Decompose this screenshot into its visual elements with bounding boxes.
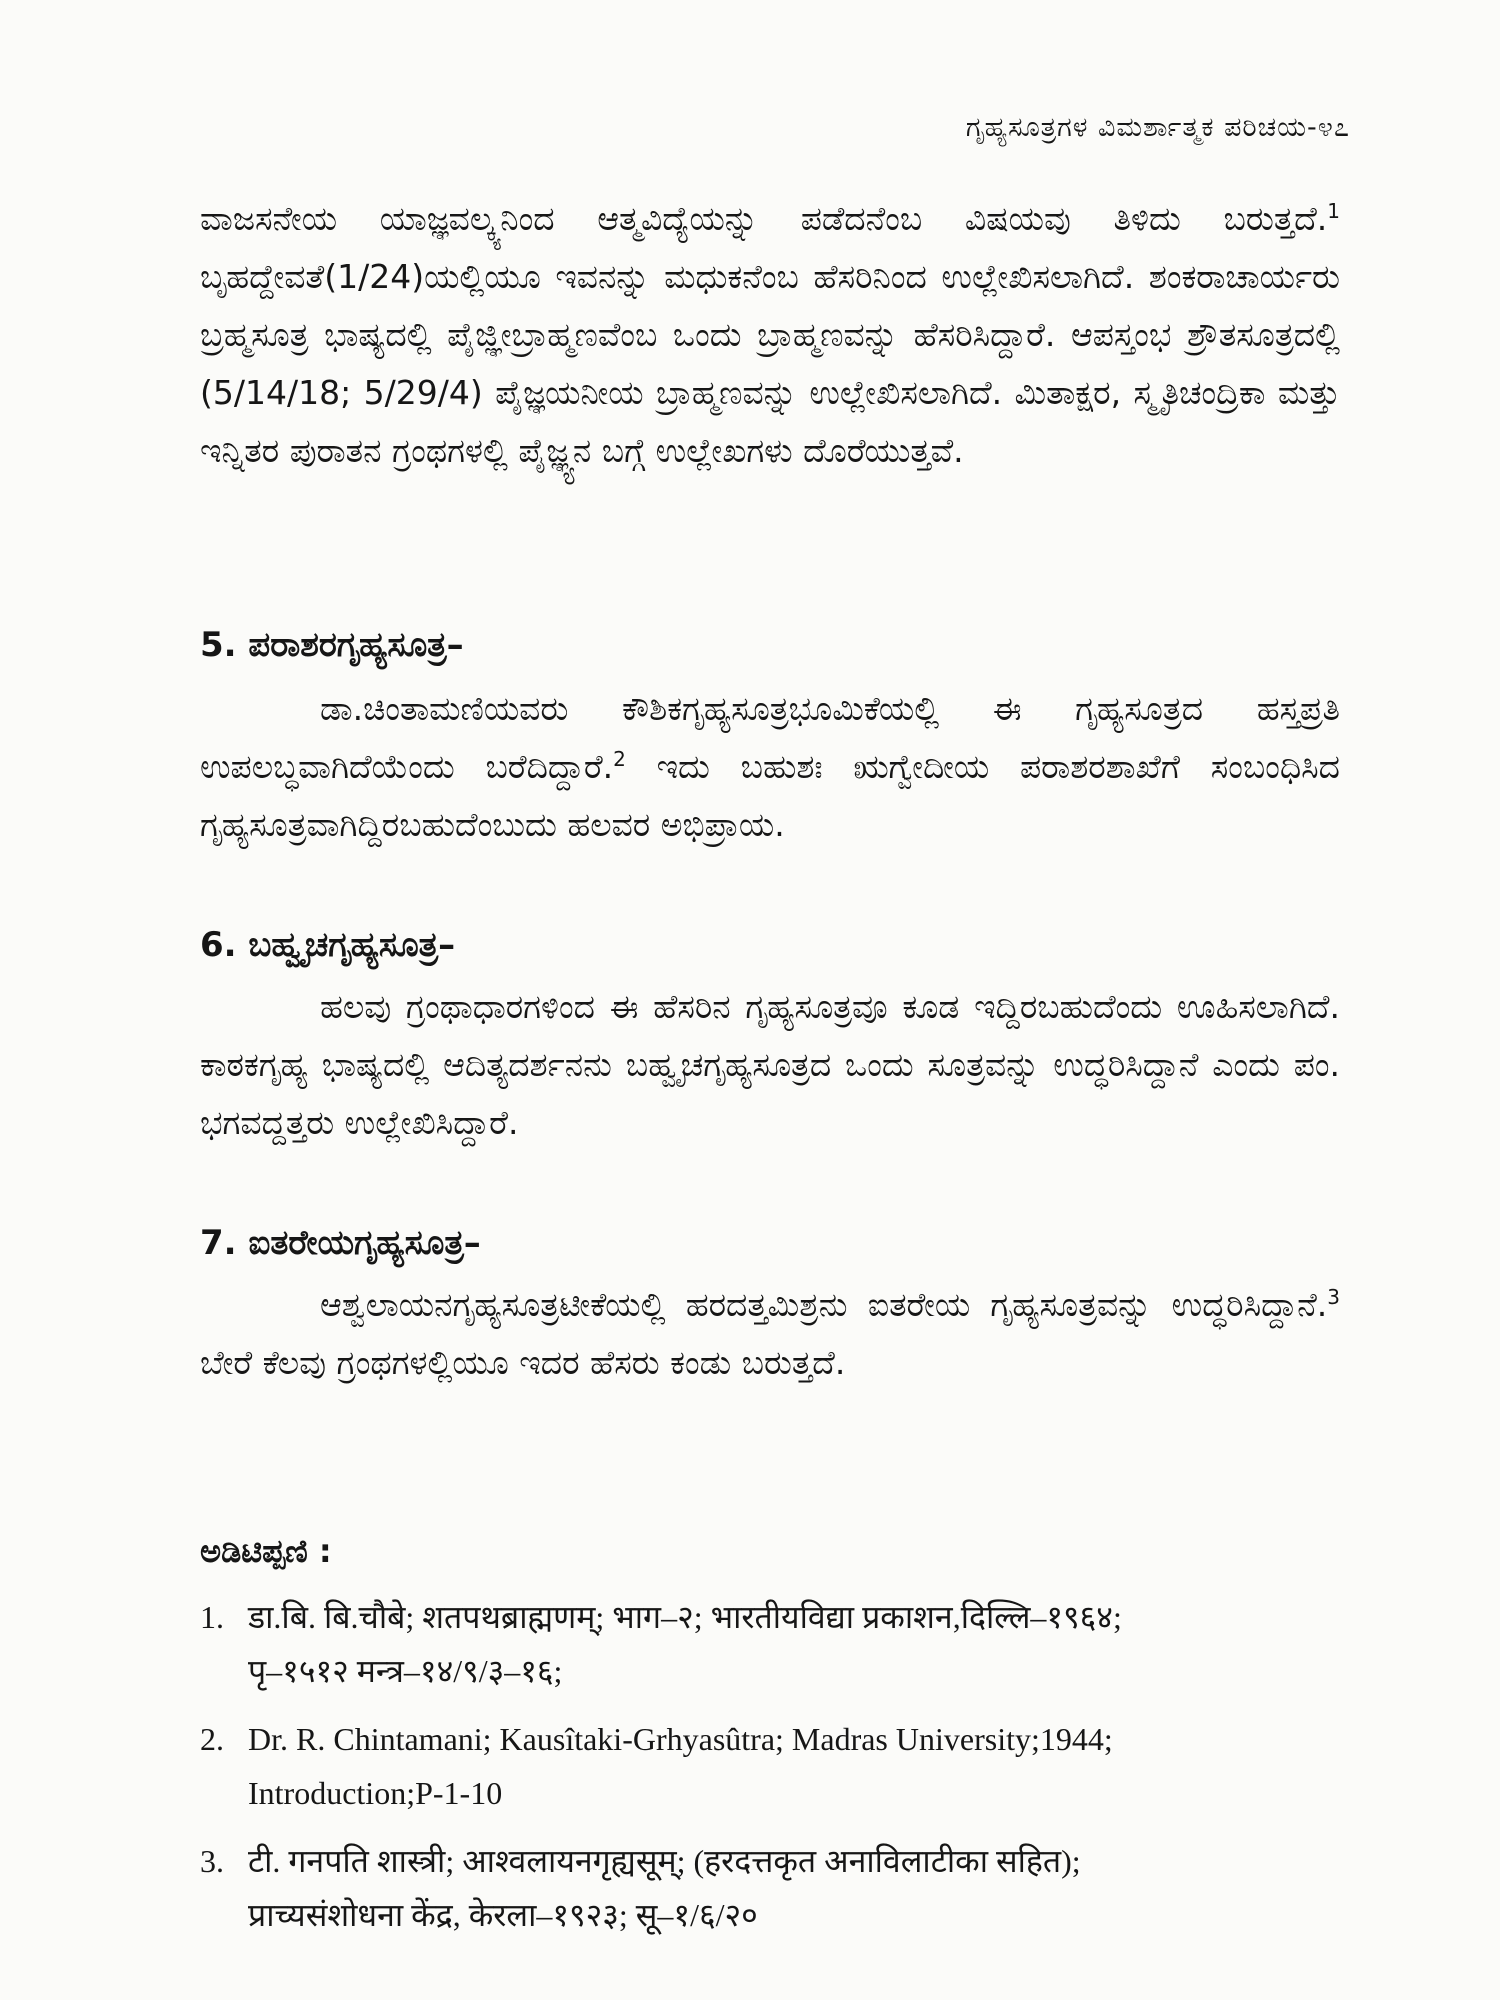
footnote-item [200,1834,1360,1942]
footnote-text [248,1834,1360,1942]
intro-paragraph [200,190,1340,480]
section-heading-5: 5. ಪರಾಶರಗೃಹ್ಯಸೂತ್ರ– [200,625,464,665]
section-heading-6: 6. ಬಹ್ವೃಚಗೃಹ್ಯಸೂತ್ರ– [200,925,456,965]
footnote-ref-1[interactable]: 1 [1327,199,1340,223]
footnote-line: Introduction;P-1-10 [248,1775,503,1811]
footnote-line: प्राच्यसंशोधना केंद्र, केरला–१९२३; सू–१/६/२० [248,1897,758,1933]
footnote-item [200,1712,1360,1820]
intro-text-a: ವಾಜಸನೇಯ ಯಾಜ್ಞವಲ್ಕ್ಯನಿಂದ ಆತ್ಮವಿದ್ಯೆಯನ್ನು ಪಡೆದನೆಂಬ ವಿಷಯವು ತಿಳಿದು ಬರುತ್ತದೆ. [200,199,1328,238]
footnote-item [200,1590,1360,1698]
section-6-text-a: ಹಲವು ಗ್ರಂಥಾಧಾರಗಳಿಂದ ಈ ಹೆಸರಿನ ಗೃಹ್ಯಸೂತ್ರವೂ ಕೂಡ ಇದ್ದಿರಬಹುದೆಂದು ಊಹಿಸಲಾಗಿದೆ. ಕಾಠಕಗೃಹ್ಯ ಭಾಷ್ಯದಲ್ಲಿ ಆದಿತ್ಯದರ್ಶನನು ಬಹ್ವೃಚಗೃಹ್ಯಸೂತ್ರದ ಒಂದು ಸೂತ್ರವನ್ನು ಉದ್ಧರಿಸಿದ್ದಾನೆ ಎಂದು ಪಂ. ಭಗವದ್ದತ್ತರು ಉಲ್ಲೇಖಿಸಿದ್ದಾರೆ. [200,987,1340,1142]
section-paragraph-6 [200,978,1340,1152]
footnotes-heading: ಅಡಿಟಿಪ್ಪಣಿ : [200,1532,332,1570]
section-paragraph-5 [200,680,1340,854]
footnote-ref-2[interactable]: 2 [613,747,626,771]
footnote-text [248,1712,1360,1820]
intro-text-b: ಬೃಹದ್ದೇವತೆ(1/24)ಯಲ್ಲಿಯೂ ಇವನನ್ನು ಮಧುಕನೆಂಬ ಹೆಸರಿನಿಂದ ಉಲ್ಲೇಖಿಸಲಾಗಿದೆ. ಶಂಕರಾಚಾರ್ಯರು ಬ್ರಹ್ಮಸೂತ್ರ ಭಾಷ್ಯದಲ್ಲಿ ಪೈಜ್ಞೀಬ್ರಾಹ್ಮಣವೆಂಬ ಒಂದು ಬ್ರಾಹ್ಮಣವನ್ನು ಹೆಸರಿಸಿದ್ದಾರೆ. ಆಪಸ್ತಂಭ ಶ್ರೌತಸೂತ್ರದಲ್ಲಿ (5/14/18; 5/29/4) ಪೈಜ್ಞಯನೀಯ ಬ್ರಾಹ್ಮಣವನ್ನು ಉಲ್ಲೇಖಿಸಲಾಗಿದೆ. ಮಿತಾಕ್ಷರ, ಸ್ಮೃತಿಚಂದ್ರಿಕಾ ಮತ್ತು ಇನ್ನಿತರ ಪುರಾತನ ಗ್ರಂಥಗಳಲ್ಲಿ ಪೈಜ್ಞ್ಯನ ಬಗ್ಗೆ ಉಲ್ಲೇಖಗಳು ದೊರೆಯುತ್ತವೆ. [200,257,1340,470]
footnote-line: टी. गनपति शास्त्री; आश्वलायनगृह्यसूम्; (हरदत्तकृत अनाविलाटीका सहित); [248,1843,1081,1879]
section-5-text-a: ಡಾ.ಚಿಂತಾಮಣಿಯವರು ಕೌಶಿಕಗೃಹ್ಯಸೂತ್ರಭೂಮಿಕೆಯಲ್ಲಿ ಈ ಗೃಹ್ಯಸೂತ್ರದ ಹಸ್ತಪ್ರತಿ ಉಪಲಬ್ಧವಾಗಿದೆಯೆಂದು ಬರೆದಿದ್ದಾರೆ. [200,689,1340,786]
footnote-number: 1. [200,1599,224,1635]
section-paragraph-7 [200,1276,1340,1392]
footnote-number: 3. [200,1843,224,1879]
footnotes-list [200,1590,1360,1956]
section-heading-7: 7. ಐತರೇಯಗೃಹ್ಯಸೂತ್ರ– [200,1223,481,1263]
section-7-text-a: ಆಶ್ವಲಾಯನಗೃಹ್ಯಸೂತ್ರಟೀಕೆಯಲ್ಲಿ ಹರದತ್ತಮಿಶ್ರನು ಐತರೇಯ ಗೃಹ್ಯಸೂತ್ರವನ್ನು ಉದ್ಧರಿಸಿದ್ದಾನೆ. [320,1285,1328,1324]
footnote-line: डा.बि. बि.चौबे; शतपथब्राह्मणम्; भाग–२; भारतीयविद्या प्रकाशन,दिल्लि–१९६४; [248,1599,1122,1635]
footnote-number: 2. [200,1721,224,1757]
footnote-line: Dr. R. Chintamani; Kausîtaki-Grhyasûtra; Madras University;1944; [248,1721,1113,1757]
running-header: ಗೃಹ್ಯಸೂತ್ರಗಳ ವಿಮರ್ಶಾತ್ಮಕ ಪರಿಚಯ-೪೭ [965,112,1350,143]
footnote-ref-3[interactable]: 3 [1327,1285,1340,1309]
section-7-text-b: ಬೇರೆ ಕೆಲವು ಗ್ರಂಥಗಳಲ್ಲಿಯೂ ಇದರ ಹೆಸರು ಕಂಡು ಬರುತ್ತದೆ. [200,1343,846,1382]
section-5-text-b: ಇದು ಬಹುಶಃ ಋಗ್ವೇದೀಯ ಪರಾಶರಶಾಖೆಗೆ ಸಂಬಂಧಿಸಿದ ಗೃಹ್ಯಸೂತ್ರವಾಗಿದ್ದಿರಬಹುದೆಂಬುದು ಹಲವರ ಅಭಿಪ್ರಾಯ. [200,747,1340,844]
footnote-text [248,1590,1360,1698]
footnote-line: पृ–१५१२ मन्त्र–१४/९/३–१६; [248,1653,563,1689]
